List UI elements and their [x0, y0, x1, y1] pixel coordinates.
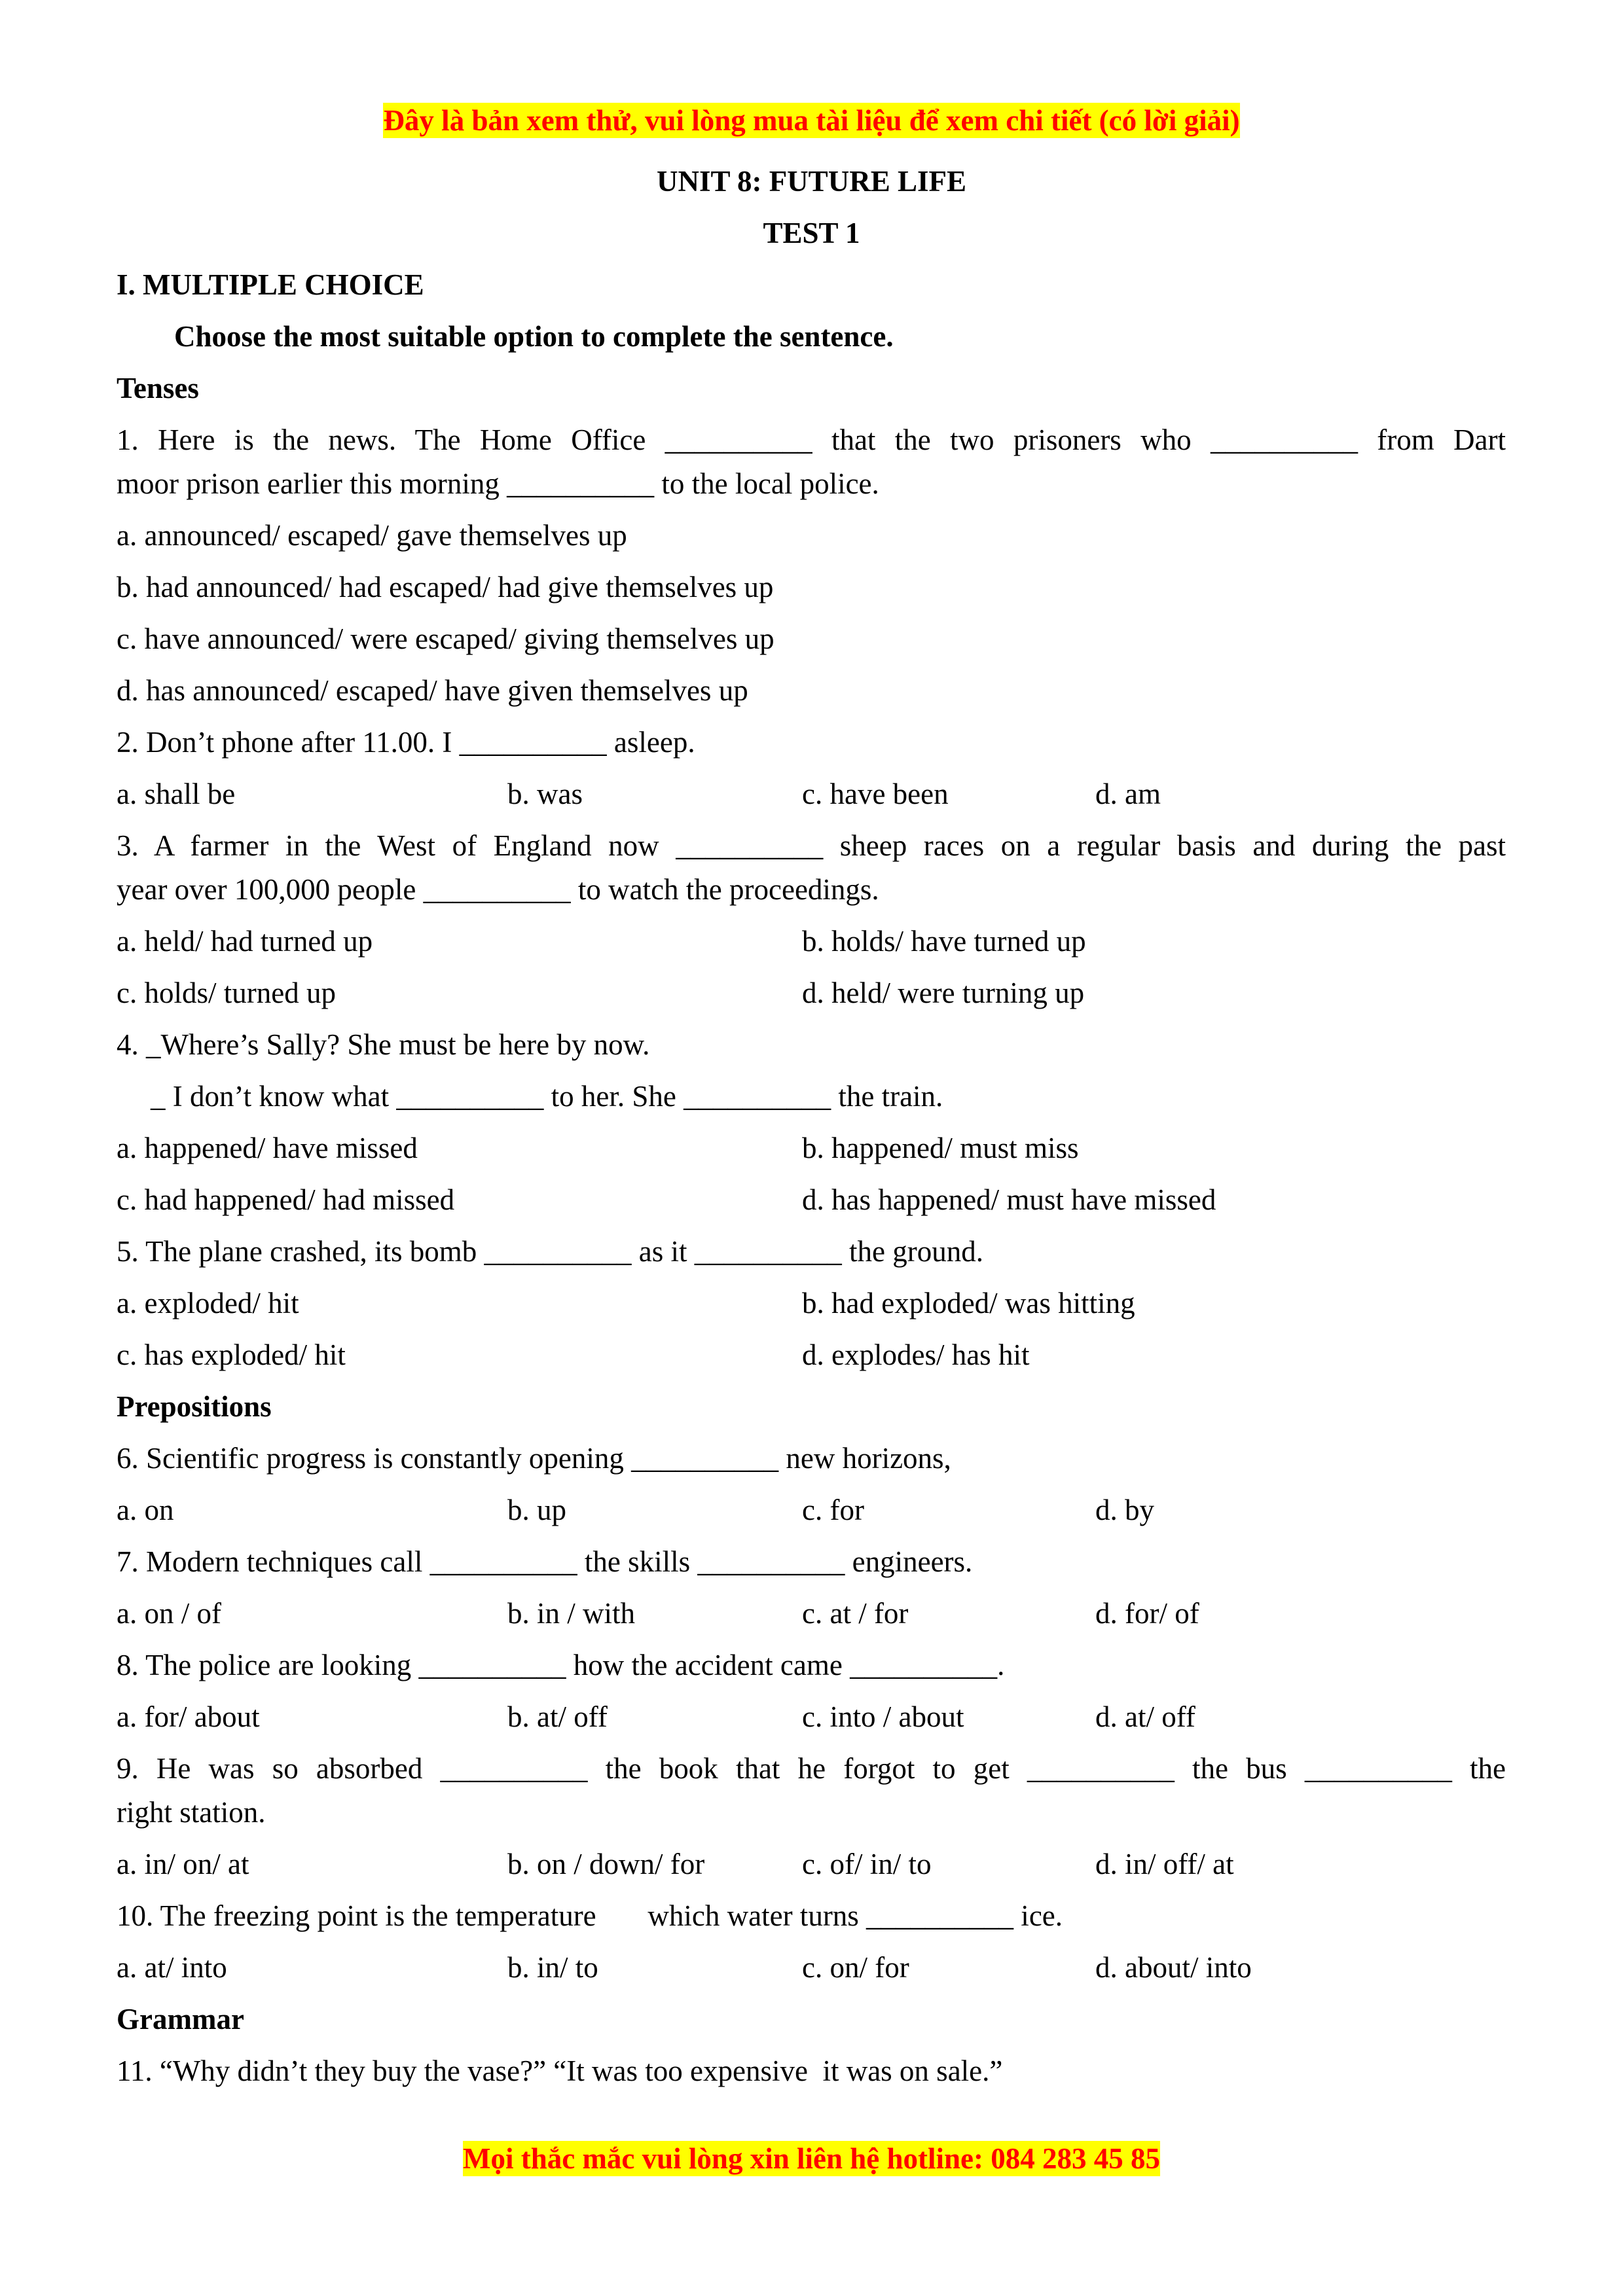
question-2-line-1: 2. Don’t phone after 11.00. I __________ asleep. [117, 726, 695, 759]
question-3-line-1: 3. A farmer in the West of England now __________ sheep races on a regular basis and during the past [117, 829, 1506, 862]
question-10-option-b: b. in/ to [507, 1951, 598, 1984]
test-title: TEST 1 [763, 217, 860, 249]
question-4-option-a: a. happened/ have missed [117, 1132, 418, 1164]
question-10-line-1: 10. The freezing point is the temperature which water turns __________ ice. [117, 1899, 1063, 1932]
question-3-option-a: a. held/ had turned up [117, 925, 373, 958]
question-1-option-b: b. had announced/ had escaped/ had give themselves up [117, 571, 774, 603]
hotline-banner-text: Mọi thắc mắc vui lòng xin liên hệ hotline: 084 283 45 85 [462, 2142, 1160, 2175]
question-8-option-a: a. for/ about [117, 1700, 260, 1733]
question-8-option-d: d. at/ off [1095, 1700, 1195, 1733]
question-2-option-a: a. shall be [117, 778, 236, 810]
question-1-option-d: d. has announced/ escaped/ have given themselves up [117, 674, 748, 707]
hotline-banner [0, 2144, 1623, 2174]
section-title: I. MULTIPLE CHOICE [117, 268, 424, 301]
question-2-option-d: d. am [1095, 778, 1161, 810]
question-7-option-a: a. on / of [117, 1597, 221, 1630]
question-4-line-1: 4. _Where’s Sally? She must be here by now. [117, 1028, 650, 1061]
question-6-line-1: 6. Scientific progress is constantly opening __________ new horizons, [117, 1442, 951, 1475]
question-9-option-c: c. of/ in/ to [802, 1848, 932, 1880]
question-7-option-b: b. in / with [507, 1597, 636, 1630]
question-6-option-a: a. on [117, 1494, 174, 1526]
question-11-line-1: 11. “Why didn’t they buy the vase?” “It was too expensive it was on sale.” [117, 2054, 1003, 2087]
question-5-option-a: a. exploded/ hit [117, 1287, 299, 1319]
question-6-option-c: c. for [802, 1494, 864, 1526]
question-9-line-2: right station. [117, 1796, 266, 1829]
question-5-line-1: 5. The plane crashed, its bomb __________ as it __________ the ground. [117, 1235, 983, 1268]
question-10-option-d: d. about/ into [1095, 1951, 1252, 1984]
question-7-option-c: c. at / for [802, 1597, 909, 1630]
heading-prepositions: Prepositions [117, 1390, 272, 1423]
preview-banner-text: Đây là bản xem thử, vui lòng mua tài liệu để xem chi tiết (có lời giải) [383, 104, 1240, 137]
question-10-option-c: c. on/ for [802, 1951, 909, 1984]
question-4-option-b: b. happened/ must miss [802, 1132, 1079, 1164]
question-4-line-2: _ I don’t know what __________ to her. She __________ the train. [151, 1080, 943, 1113]
heading-grammar: Grammar [117, 2003, 244, 2036]
question-7-line-1: 7. Modern techniques call __________ the skills __________ engineers. [117, 1545, 973, 1578]
question-4-option-d: d. has happened/ must have missed [802, 1183, 1216, 1216]
question-3-option-c: c. holds/ turned up [117, 977, 336, 1009]
unit-title: UNIT 8: FUTURE LIFE [657, 165, 966, 198]
question-5-option-b: b. had exploded/ was hitting [802, 1287, 1135, 1319]
question-1-line-2: moor prison earlier this morning __________ to the local police. [117, 467, 879, 500]
question-3-option-d: d. held/ were turning up [802, 977, 1085, 1009]
question-1-line-1: 1. Here is the news. The Home Office __________ that the two prisoners who __________ from Dart [117, 423, 1506, 456]
question-3-option-b: b. holds/ have turned up [802, 925, 1086, 958]
question-7-option-d: d. for/ of [1095, 1597, 1199, 1630]
question-9-option-a: a. in/ on/ at [117, 1848, 249, 1880]
instruction: Choose the most suitable option to complete the sentence. [174, 320, 894, 353]
question-5-option-d: d. explodes/ has hit [802, 1338, 1030, 1371]
question-2-option-c: c. have been [802, 778, 949, 810]
question-9-option-b: b. on / down/ for [507, 1848, 705, 1880]
preview-banner [0, 106, 1623, 135]
question-5-option-c: c. has exploded/ hit [117, 1338, 346, 1371]
question-1-option-a: a. announced/ escaped/ gave themselves up [117, 519, 627, 552]
question-9-option-d: d. in/ off/ at [1095, 1848, 1234, 1880]
question-2-option-b: b. was [507, 778, 583, 810]
question-10-option-a: a. at/ into [117, 1951, 227, 1984]
question-3-line-2: year over 100,000 people __________ to watch the proceedings. [117, 873, 879, 906]
question-4-option-c: c. had happened/ had missed [117, 1183, 455, 1216]
heading-tenses: Tenses [117, 372, 199, 404]
question-8-option-c: c. into / about [802, 1700, 964, 1733]
question-9-line-1: 9. He was so absorbed __________ the book that he forgot to get __________ the bus __________ the [117, 1752, 1506, 1785]
question-6-option-d: d. by [1095, 1494, 1154, 1526]
question-6-option-b: b. up [507, 1494, 566, 1526]
question-8-option-b: b. at/ off [507, 1700, 608, 1733]
question-8-line-1: 8. The police are looking __________ how the accident came __________. [117, 1649, 1005, 1681]
question-1-option-c: c. have announced/ were escaped/ giving themselves up [117, 622, 775, 655]
